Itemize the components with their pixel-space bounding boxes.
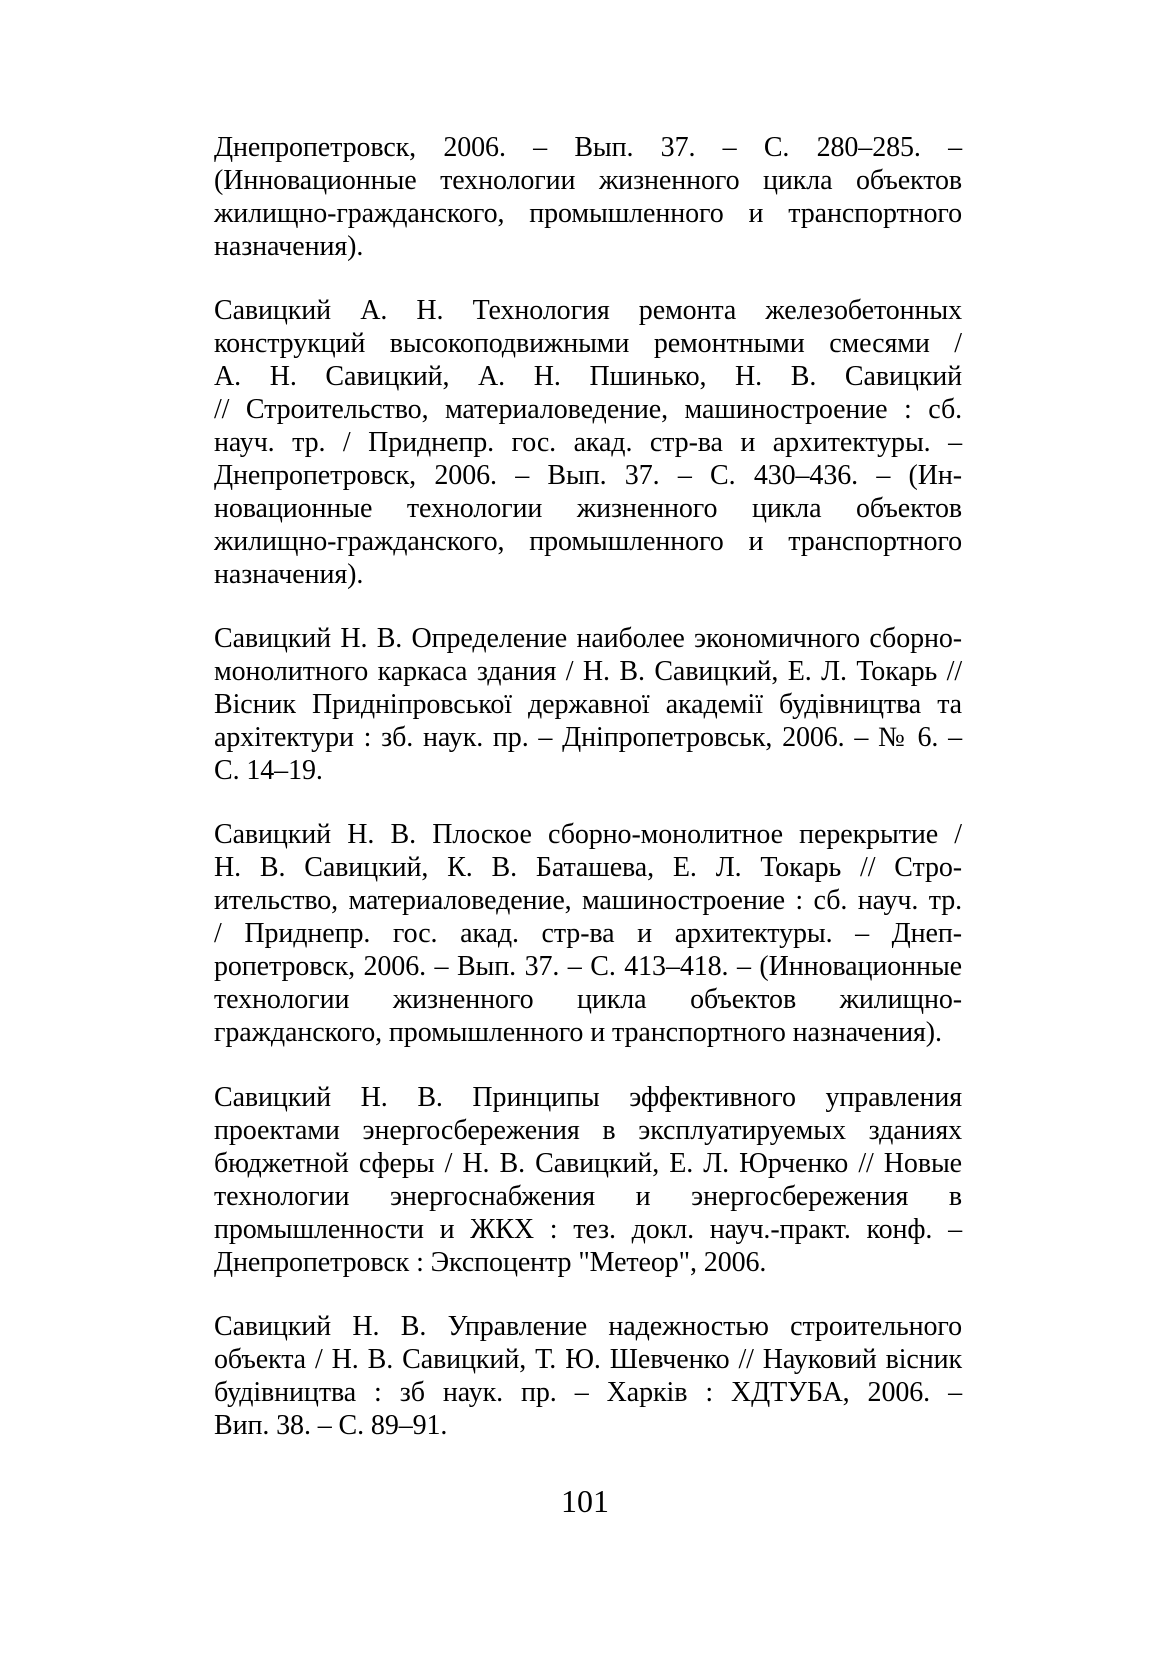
entry-line: назначения). <box>214 559 364 590</box>
entry-line: новационные технологии жизненного цикла объектов <box>214 493 962 524</box>
entry-line: ительство, материаловедение, машиностроение : сб. науч. тр. <box>214 885 962 916</box>
bibliography-entry-3 <box>214 622 962 787</box>
page-number: 101 <box>561 1483 609 1519</box>
bibliography-entry-2 <box>214 294 962 591</box>
entry-line: Днепропетровск : Экспоцентр "Метеор", 2006. <box>214 1247 767 1278</box>
entry-line: Вісник Придніпровської державної академії будівництва та <box>214 689 962 720</box>
entry-line: // Строительство, материаловедение, машиностроение : сб. <box>214 394 962 425</box>
entry-line: науч. тр. / Приднепр. гос. акад. стр-ва и архитектуры. – <box>214 427 962 458</box>
bibliography-entry-4 <box>214 818 962 1049</box>
entry-line: проектами энергосбережения в эксплуатируемых зданиях <box>214 1115 962 1146</box>
entry-line: (Инновационные технологии жизненного цикла объектов <box>214 165 962 196</box>
entry-line: будівництва : зб наук. пр. – Харків : ХДТУБА, 2006. – <box>214 1377 962 1408</box>
entry-line: промышленности и ЖКХ : тез. докл. науч.-практ. конф. – <box>214 1214 962 1245</box>
entry-line: бюджетной сферы / Н. В. Савицкий, Е. Л. Юрченко // Новые <box>214 1148 962 1179</box>
entry-line: гражданского, промышленного и транспортного назначения). <box>214 1017 942 1048</box>
entry-line: архітектури : зб. наук. пр. – Дніпропетровськ, 2006. – № 6. – <box>214 722 962 753</box>
entry-line: технологии жизненного цикла объектов жилищно- <box>214 984 962 1015</box>
bibliography-entry-1 <box>214 131 962 263</box>
bibliography-entry-6 <box>214 1310 962 1442</box>
entry-line: С. 14–19. <box>214 755 323 786</box>
entry-line: ропетровск, 2006. – Вып. 37. – С. 413–418. – (Инновационные <box>214 951 962 982</box>
entry-line: Днепропетровск, 2006. – Вып. 37. – С. 430–436. – (Ин- <box>214 460 962 491</box>
entry-line: / Приднепр. гос. акад. стр-ва и архитектуры. – Днеп- <box>214 918 962 949</box>
entry-line: монолитного каркаса здания / Н. В. Савицкий, Е. Л. Токарь // <box>214 656 962 687</box>
entry-line: Савицкий Н. В. Определение наиболее экономичного сборно- <box>214 623 962 654</box>
entry-line: жилищно-гражданского, промышленного и транспортного <box>214 526 962 557</box>
entry-line: А. Н. Савицкий, А. Н. Пшинько, Н. В. Савицкий <box>214 361 962 392</box>
entry-line: Н. В. Савицкий, К. В. Баташева, Е. Л. Токарь // Стро- <box>214 852 962 883</box>
entry-line: Вип. 38. – С. 89–91. <box>214 1410 448 1441</box>
entry-line: Савицкий Н. В. Управление надежностью строительного <box>214 1311 962 1342</box>
entry-line: Днепропетровск, 2006. – Вып. 37. – С. 280–285. – <box>214 132 962 163</box>
entry-line: Савицкий А. Н. Технология ремонта железобетонных <box>214 295 962 326</box>
entry-line: конструкций высокоподвижными ремонтными смесями / <box>214 328 962 359</box>
entry-line: Савицкий Н. В. Принципы эффективного управления <box>214 1082 962 1113</box>
entry-line: технологии энергоснабжения и энергосбережения в <box>214 1181 962 1212</box>
entry-line: жилищно-гражданского, промышленного и транспортного <box>214 198 962 229</box>
entry-line: Савицкий Н. В. Плоское сборно-монолитное перекрытие / <box>214 819 962 850</box>
entry-line: назначения). <box>214 231 364 262</box>
entry-line: объекта / Н. В. Савицкий, Т. Ю. Шевченко // Науковий вісник <box>214 1344 962 1375</box>
bibliography-entry-5 <box>214 1081 962 1279</box>
